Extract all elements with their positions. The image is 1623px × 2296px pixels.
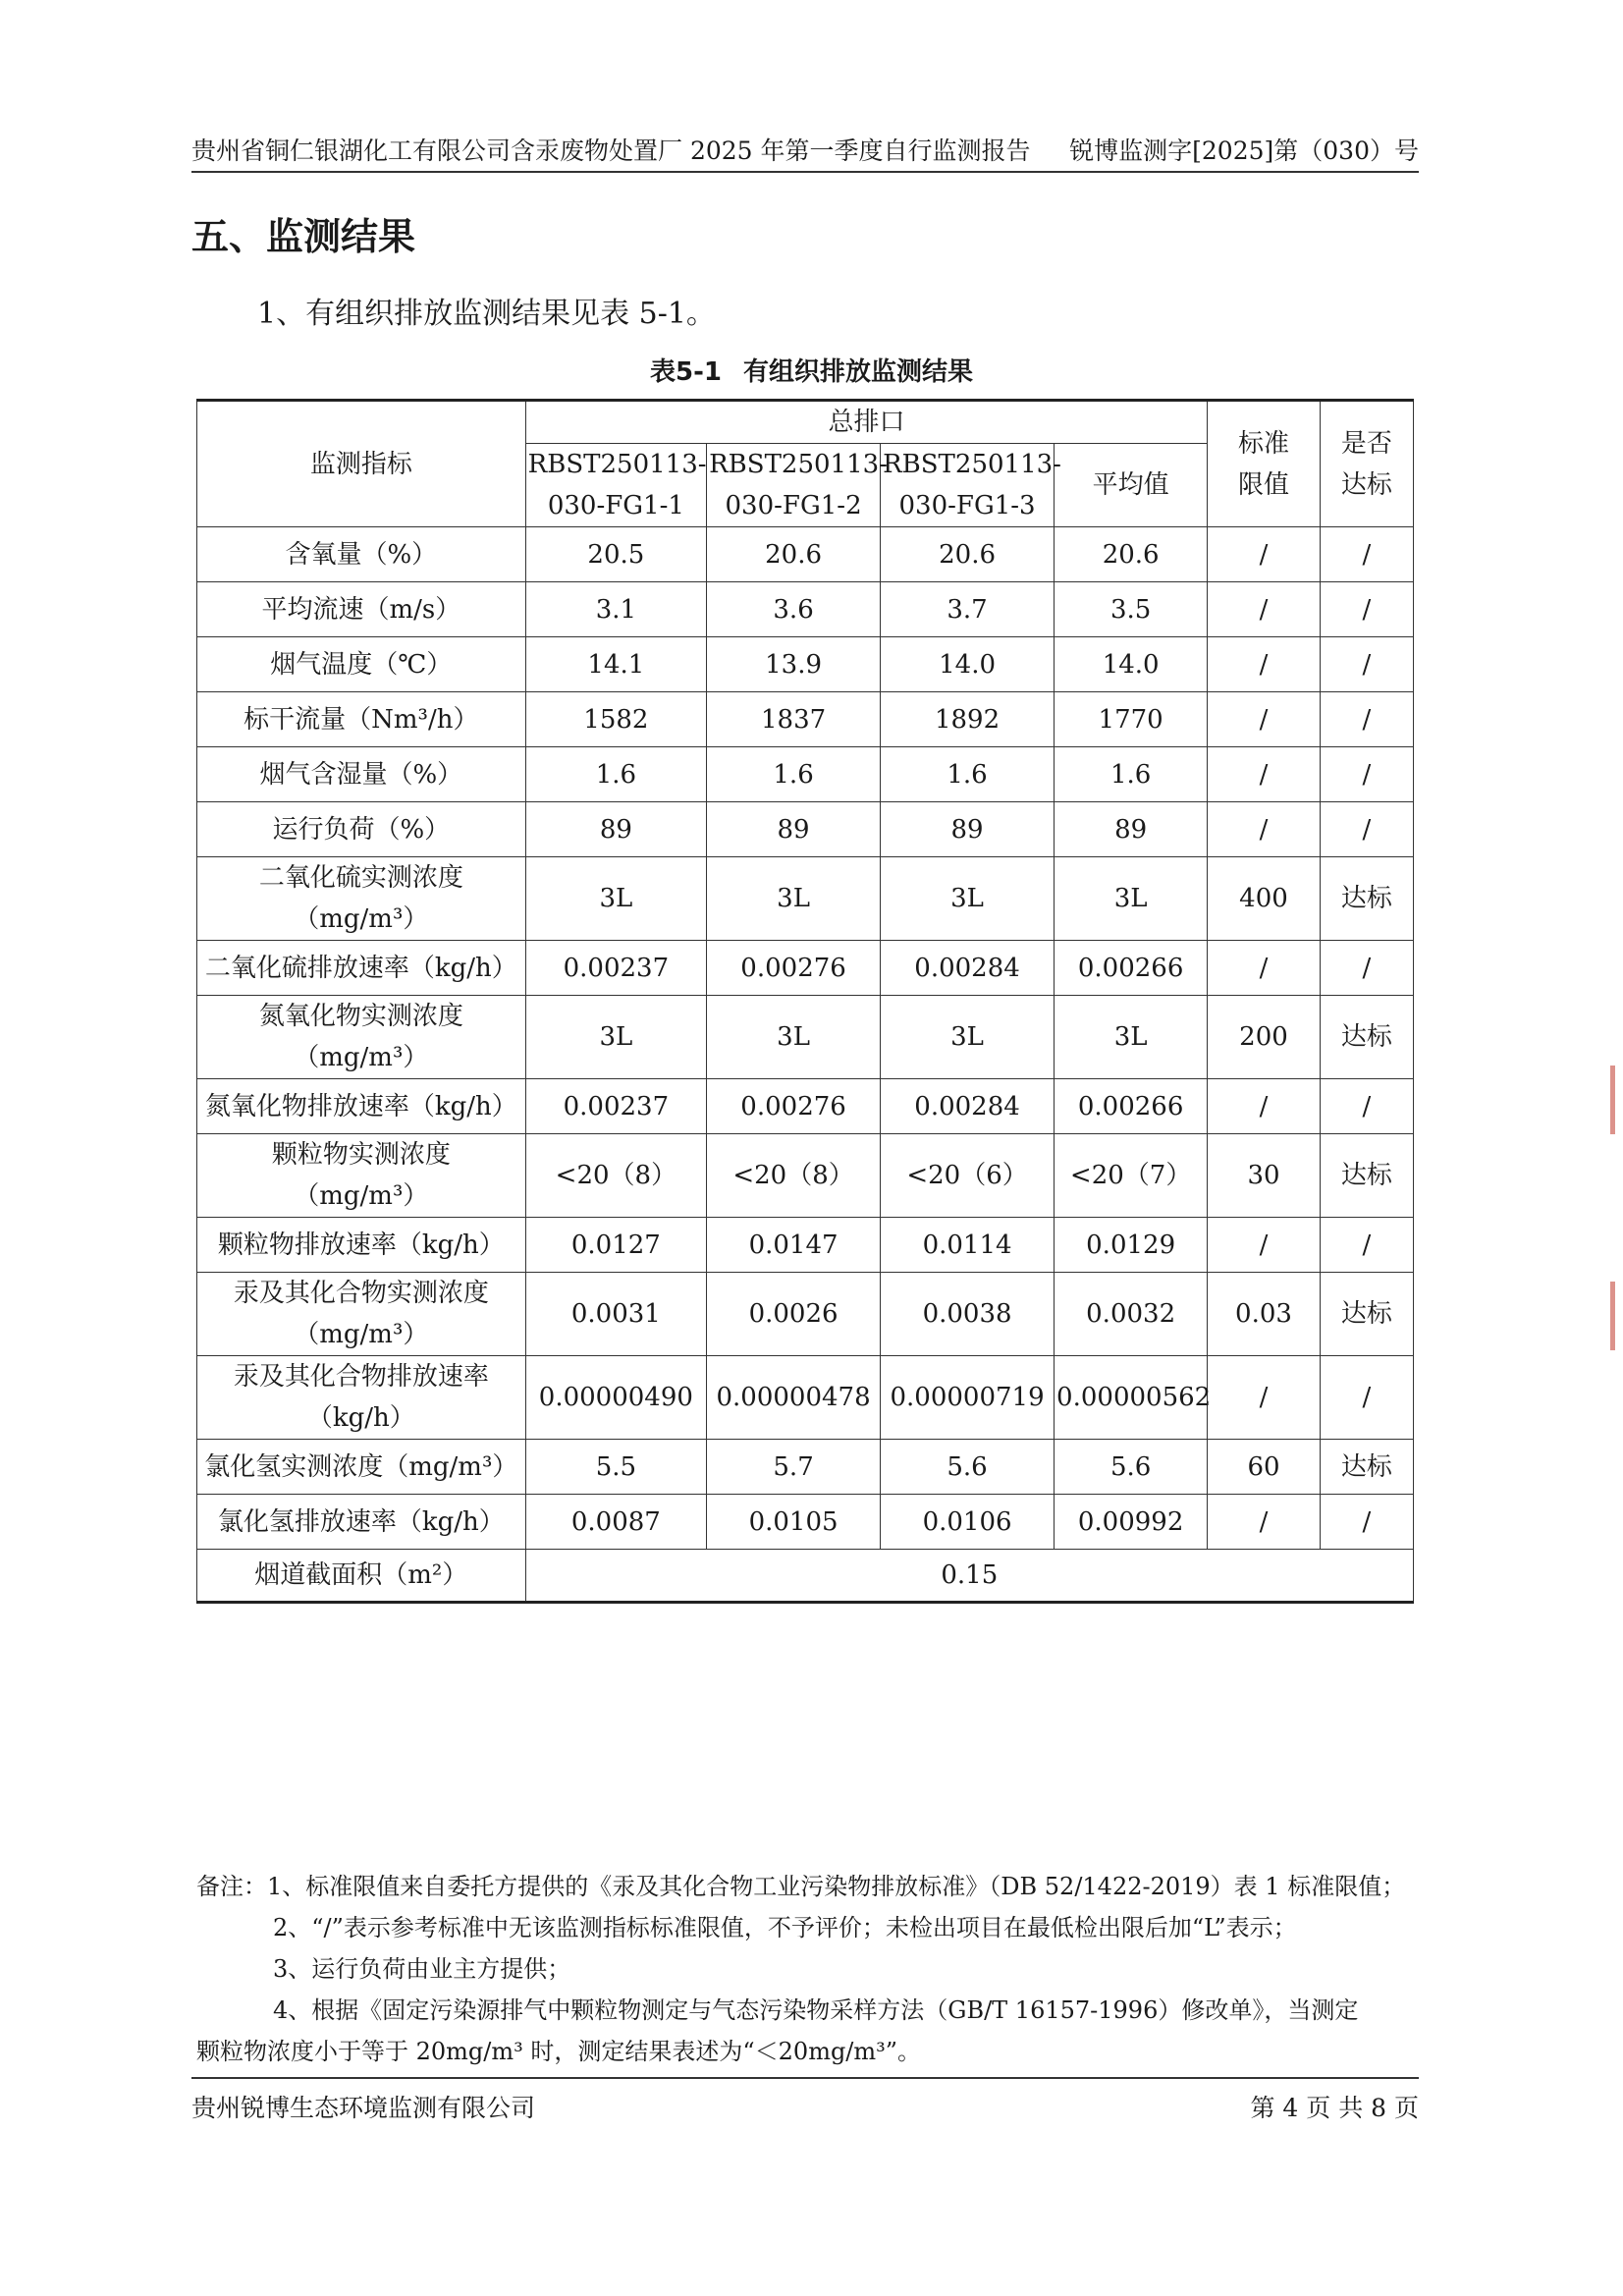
row-cell-v1: 14.1: [525, 637, 706, 692]
section-title: 五、监测结果: [191, 215, 416, 258]
row-cell-limit: /: [1208, 747, 1321, 802]
table-row: [197, 747, 1414, 802]
footer-company: 贵州锐博生态环境监测有限公司: [191, 2094, 536, 2122]
row-metric-name-line1: 含氧量（%）: [285, 539, 438, 570]
row-cell-v2: 3L: [707, 857, 881, 941]
row-cell-v2: 5.7: [707, 1440, 881, 1495]
row-cell-avg: 3.5: [1055, 582, 1208, 637]
row-cell-ok: 达标: [1320, 1440, 1413, 1495]
table-row: [197, 1495, 1414, 1550]
table-row: [197, 1079, 1414, 1134]
row-cell-v2: 0.00276: [707, 1079, 881, 1134]
header-row-1: [197, 401, 1414, 444]
table-row: [197, 692, 1414, 747]
row-cell-limit: 0.03: [1208, 1273, 1321, 1356]
header-limit-line1: 标准: [1237, 428, 1289, 459]
row-metric-name: [197, 692, 526, 747]
row-cell-avg: 1.6: [1055, 747, 1208, 802]
row-cell-avg: 5.6: [1055, 1440, 1208, 1495]
results-table: [196, 399, 1414, 1604]
row-cell-v3: 3L: [881, 996, 1055, 1079]
header-compliance-line1: 是否: [1340, 428, 1392, 459]
row-cell-v3: 5.6: [881, 1440, 1055, 1495]
row-cell-v3: 3.7: [881, 582, 1055, 637]
table-caption-title: 有组织排放监测结果: [742, 357, 973, 387]
row-cell-v1: 1.6: [525, 747, 706, 802]
row-cell-ok: /: [1320, 1495, 1413, 1550]
row-metric-name-line1: 平均流速（m/s）: [261, 594, 461, 625]
row-cell-limit: /: [1208, 1079, 1321, 1134]
row-metric-name-line1: 烟气温度（℃）: [270, 649, 453, 680]
row-metric-name: [197, 1495, 526, 1550]
row-cell-avg: 20.6: [1055, 527, 1208, 582]
table-row: [197, 582, 1414, 637]
table-row: [197, 1134, 1414, 1218]
row-cell-ok: /: [1320, 692, 1413, 747]
header-sample-3: [881, 444, 1061, 527]
table-caption: [0, 352, 1623, 388]
row-cell-v2: 89: [707, 802, 881, 857]
page-header: [191, 132, 1419, 173]
row-cell-avg: 89: [1055, 802, 1208, 857]
row-cell-ok: 达标: [1320, 1273, 1413, 1356]
row-metric-name: [197, 582, 526, 637]
row-cell-v3: 3L: [881, 857, 1055, 941]
header-limit-line2: 限值: [1237, 469, 1289, 500]
header-sample-1-line2: 030-FG1-1: [547, 491, 684, 520]
row-cell-avg: 0.00992: [1055, 1495, 1208, 1550]
row-cell-v1: 0.00237: [525, 941, 706, 996]
header-report-title: 贵州省铜仁银湖化工有限公司含汞废物处置厂 2025 年第一季度自行监测报告: [191, 137, 1031, 165]
row-cell-ok: /: [1320, 1079, 1413, 1134]
row-cell-ok: /: [1320, 582, 1413, 637]
row-cell-limit: 60: [1208, 1440, 1321, 1495]
row-cell-v3: 14.0: [881, 637, 1055, 692]
row-metric-name-line1: 汞及其化合物排放速率: [233, 1362, 489, 1392]
row-metric-name-line2: （mg/m³）: [294, 1320, 429, 1349]
row-cell-v1: 3.1: [525, 582, 706, 637]
header-sample-3-line1: RBST250113-: [883, 450, 1061, 479]
row-cell-ok: /: [1320, 747, 1413, 802]
row-cell-ok: /: [1320, 1356, 1413, 1440]
header-group: 总排口: [525, 401, 1208, 444]
row-cell-ok: /: [1320, 1218, 1413, 1273]
row-cell-v2: 0.0105: [707, 1495, 881, 1550]
row-cell-avg: 0.0129: [1055, 1218, 1208, 1273]
table-row-cross-section: [197, 1550, 1414, 1603]
row-cell-avg: <20（7）: [1055, 1134, 1208, 1218]
row-metric-name: [197, 857, 526, 941]
row-cell-v3: 0.0106: [881, 1495, 1055, 1550]
row-cell-v2: 0.00276: [707, 941, 881, 996]
row-cell-limit: /: [1208, 637, 1321, 692]
row-cell-limit: 400: [1208, 857, 1321, 941]
row-metric-name-line1: 氮氧化物排放速率（kg/h）: [204, 1091, 517, 1121]
row-cell-v1: 0.0087: [525, 1495, 706, 1550]
row-metric-name-line1: 颗粒物排放速率（kg/h）: [217, 1230, 505, 1260]
row-cell-v1: <20（8）: [525, 1134, 706, 1218]
header-sample-3-line2: 030-FG1-3: [898, 491, 1036, 520]
row-cell-v3: 0.00284: [881, 1079, 1055, 1134]
row-metric-name-line2: （mg/m³）: [294, 1043, 429, 1072]
header-sample-1-line1: RBST250113-: [527, 450, 707, 479]
intro-text: 1、有组织排放监测结果见表 5-1。: [257, 297, 716, 331]
row-metric-name: [197, 1079, 526, 1134]
row-cell-ok: /: [1320, 941, 1413, 996]
row-cell-v1: 1582: [525, 692, 706, 747]
row-cell-limit: /: [1208, 1356, 1321, 1440]
row-metric-name: [197, 802, 526, 857]
row-metric-name-line1: 烟气含湿量（%）: [259, 759, 463, 790]
page-footer: [191, 2077, 1419, 2122]
row-cell-v2: 0.00000478: [707, 1356, 881, 1440]
note-1: 备注：1、标准限值来自委托方提供的《汞及其化合物工业污染物排放标准》（DB 52/1422-2019）表 1 标准限值；: [196, 1873, 1406, 1900]
header-compliance-line2: 达标: [1340, 469, 1392, 500]
row-cell-ok: 达标: [1320, 996, 1413, 1079]
row-metric-name-line1: 氯化氢实测浓度（mg/m³）: [204, 1451, 518, 1482]
row-metric-name: [197, 1218, 526, 1273]
row-cell-ok: 达标: [1320, 1134, 1413, 1218]
row-cell-v2: 13.9: [707, 637, 881, 692]
row-cell-ok: /: [1320, 527, 1413, 582]
row-metric-name: [197, 1273, 526, 1356]
row-cell-v2: 0.0147: [707, 1218, 881, 1273]
row-cell-v2: 1.6: [707, 747, 881, 802]
row-cell-avg: 3L: [1055, 996, 1208, 1079]
row-metric-name: [197, 527, 526, 582]
table-row: [197, 1356, 1414, 1440]
row-metric-name-line1: 二氧化硫实测浓度: [258, 863, 463, 893]
row-cell-avg: 3L: [1055, 857, 1208, 941]
row-cell-v3: 0.00000719: [881, 1356, 1055, 1440]
row-cell-ok: /: [1320, 637, 1413, 692]
row-cell-v1: 0.0031: [525, 1273, 706, 1356]
row-cell-v2: <20（8）: [707, 1134, 881, 1218]
row-cell-limit: /: [1208, 1218, 1321, 1273]
row-metric-name-line1: 运行负荷（%）: [272, 814, 451, 845]
row-metric-name-line1: 氯化氢排放速率（kg/h）: [217, 1506, 505, 1537]
note-3: 3、运行负荷由业主方提供；: [273, 1955, 571, 1983]
table-row: [197, 1440, 1414, 1495]
row-metric-name: 烟道截面积（m²）: [197, 1550, 526, 1603]
row-cell-ok: 达标: [1320, 857, 1413, 941]
footer-page-number: 第 4 页 共 8 页: [1250, 2094, 1419, 2122]
edge-mark-1: [1610, 1066, 1615, 1134]
header-sample-2-line1: RBST250113-: [709, 450, 888, 479]
row-metric-name: [197, 996, 526, 1079]
row-metric-name-line2: （kg/h）: [306, 1403, 415, 1433]
row-cell-ok: /: [1320, 802, 1413, 857]
row-cell-limit: 200: [1208, 996, 1321, 1079]
note-4b: 颗粒物浓度小于等于 20mg/m³ 时，测定结果表述为“＜20mg/m³”。: [196, 2038, 922, 2065]
row-metric-name-line1: 氮氧化物实测浓度: [258, 1002, 463, 1031]
table-row: [197, 802, 1414, 857]
header-metric: 监测指标: [197, 401, 526, 527]
note-2: 2、“/”表示参考标准中无该监测指标标准限值，不予评价；未检出项目在最低检出限后加“L”表示；: [273, 1914, 1297, 1941]
row-cell-v3: 1892: [881, 692, 1055, 747]
row-cell-limit: /: [1208, 692, 1321, 747]
table-notes: [196, 1866, 1414, 2072]
row-metric-name-line2: （mg/m³）: [294, 1181, 429, 1211]
row-cell-v2: 0.0026: [707, 1273, 881, 1356]
row-cell-limit: /: [1208, 1495, 1321, 1550]
row-cell-v1: 0.0127: [525, 1218, 706, 1273]
row-cell-cross-section-value: 0.15: [525, 1550, 1413, 1603]
table-caption-number: 表5-1: [650, 357, 722, 387]
row-cell-v3: 0.0114: [881, 1218, 1055, 1273]
row-cell-avg: 0.00000562: [1055, 1356, 1208, 1440]
row-cell-limit: /: [1208, 582, 1321, 637]
row-cell-v1: 89: [525, 802, 706, 857]
header-sample-2-line2: 030-FG1-2: [725, 491, 862, 520]
row-cell-v1: 0.00000490: [525, 1356, 706, 1440]
row-metric-name: [197, 747, 526, 802]
row-cell-v1: 0.00237: [525, 1079, 706, 1134]
row-cell-avg: 0.0032: [1055, 1273, 1208, 1356]
row-metric-name: [197, 1440, 526, 1495]
header-sample-1: [525, 444, 706, 527]
table-row: [197, 1273, 1414, 1356]
row-metric-name-line1: 汞及其化合物实测浓度: [233, 1279, 489, 1308]
row-metric-name-line2: （mg/m³）: [294, 904, 429, 934]
row-cell-v3: 20.6: [881, 527, 1055, 582]
header-limit: [1208, 401, 1321, 527]
row-cell-v3: <20（6）: [881, 1134, 1055, 1218]
row-cell-v1: 5.5: [525, 1440, 706, 1495]
row-cell-v3: 0.0038: [881, 1273, 1055, 1356]
header-average: 平均值: [1055, 444, 1208, 527]
row-cell-v3: 1.6: [881, 747, 1055, 802]
table-row: [197, 941, 1414, 996]
row-cell-avg: 14.0: [1055, 637, 1208, 692]
row-cell-limit: /: [1208, 941, 1321, 996]
row-metric-name-line1: 二氧化硫排放速率（kg/h）: [204, 953, 517, 983]
header-compliance: [1320, 401, 1413, 527]
table-row: [197, 857, 1414, 941]
table-row: [197, 1218, 1414, 1273]
row-metric-name: [197, 1356, 526, 1440]
row-cell-limit: /: [1208, 802, 1321, 857]
row-cell-avg: 0.00266: [1055, 1079, 1208, 1134]
row-metric-name-line1: 标干流量（Nm³/h）: [243, 704, 479, 735]
header-report-number: 锐博监测字[2025]第（030）号: [1069, 137, 1419, 165]
row-metric-name-line1: 颗粒物实测浓度: [271, 1140, 451, 1170]
row-cell-v3: 89: [881, 802, 1055, 857]
row-cell-avg: 1770: [1055, 692, 1208, 747]
row-cell-v2: 20.6: [707, 527, 881, 582]
row-cell-v3: 0.00284: [881, 941, 1055, 996]
row-metric-name: [197, 1134, 526, 1218]
header-sample-2: [707, 444, 888, 527]
row-cell-v1: 20.5: [525, 527, 706, 582]
row-cell-v2: 3L: [707, 996, 881, 1079]
note-4a: 4、根据《固定污染源排气中颗粒物测定与气态污染物采样方法（GB/T 16157-1996）修改单》，当测定: [273, 1996, 1359, 2024]
table-row: [197, 996, 1414, 1079]
row-cell-v2: 3.6: [707, 582, 881, 637]
row-cell-limit: 30: [1208, 1134, 1321, 1218]
row-cell-avg: 0.00266: [1055, 941, 1208, 996]
table-row: [197, 527, 1414, 582]
row-cell-v1: 3L: [525, 857, 706, 941]
row-cell-v2: 1837: [707, 692, 881, 747]
row-metric-name: [197, 941, 526, 996]
row-cell-v1: 3L: [525, 996, 706, 1079]
edge-mark-2: [1610, 1282, 1615, 1350]
table-row: [197, 637, 1414, 692]
row-cell-limit: /: [1208, 527, 1321, 582]
row-metric-name: [197, 637, 526, 692]
